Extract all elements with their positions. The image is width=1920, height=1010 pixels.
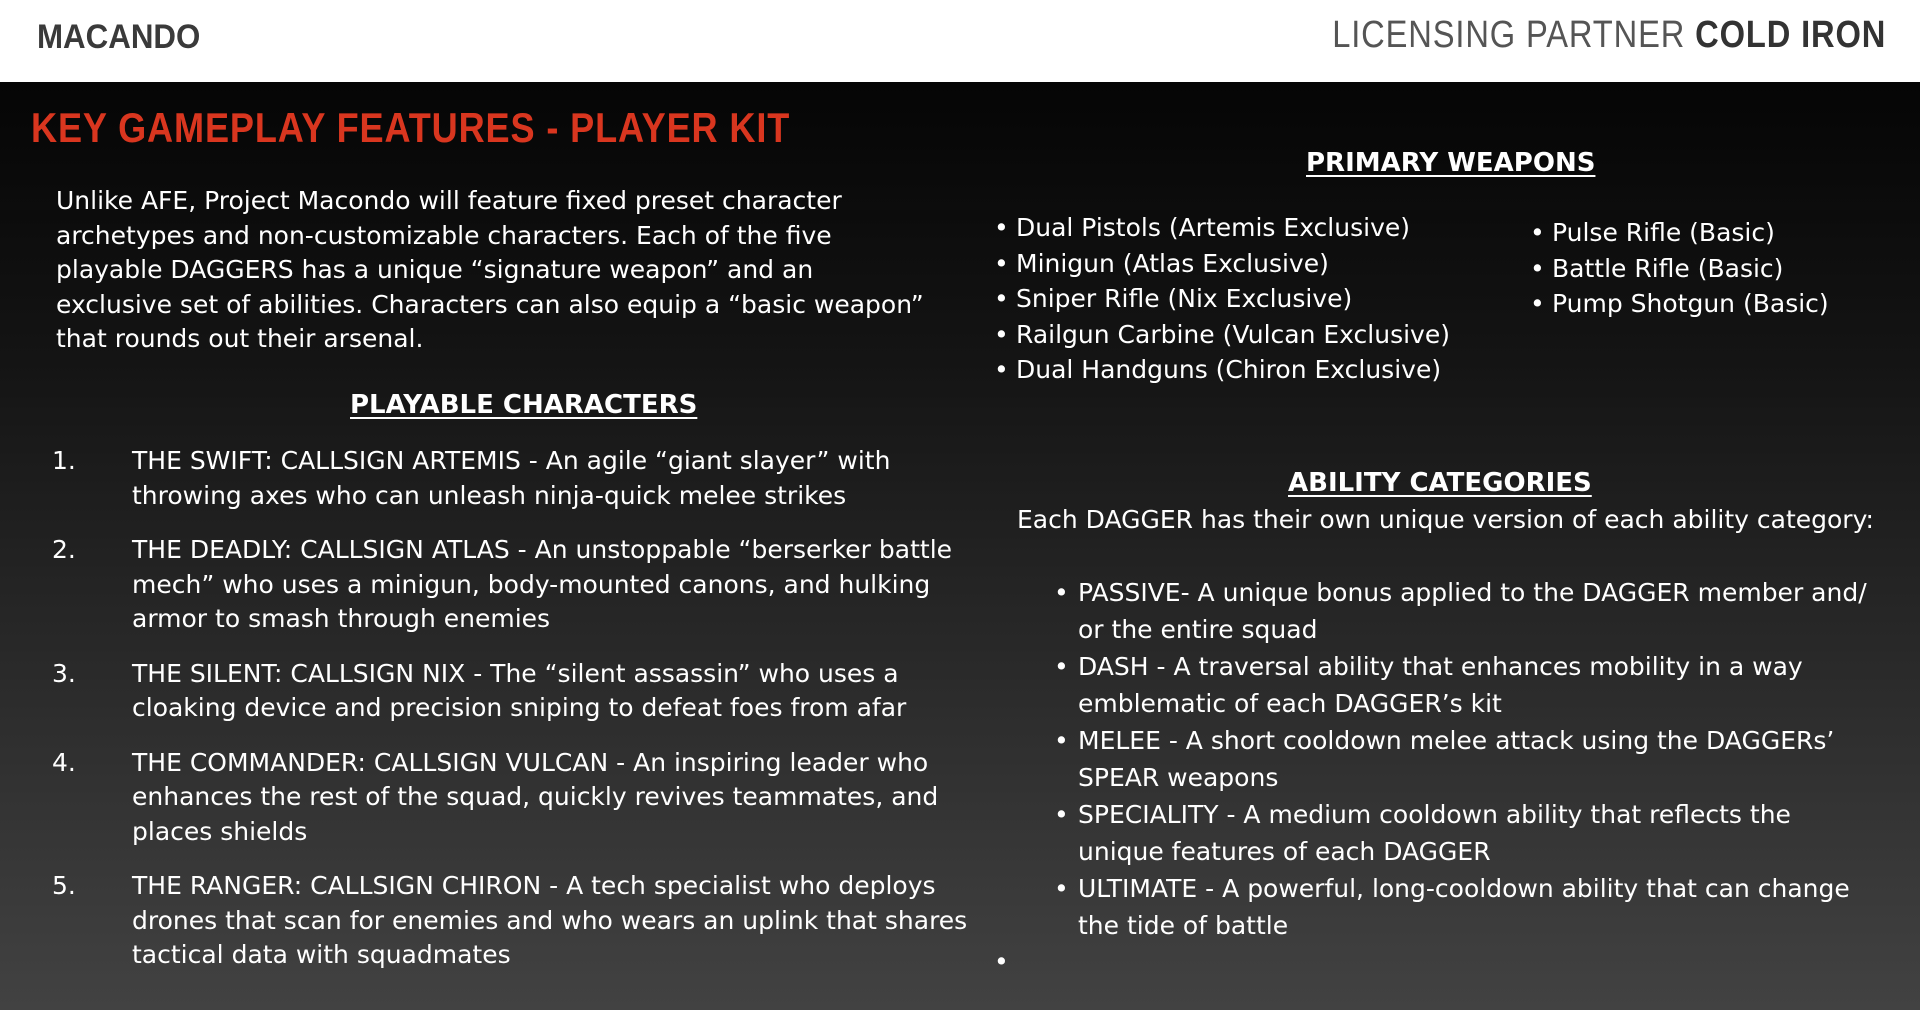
ability-text: DASH - A traversal ability that enhances mobility in a way emblematic of each DAGGER’s kit <box>1078 652 1803 718</box>
weapon-item <box>1530 215 1829 251</box>
ability-text: ULTIMATE - A powerful, long-cooldown ability that can change the tide of battle <box>1078 874 1850 940</box>
character-item <box>52 657 972 726</box>
bullet-dot: • <box>1530 289 1545 318</box>
intro-paragraph: Unlike AFE, Project Macondo will feature fixed preset character archetypes and non-customizable characters. Each of the five playable DAGGERS has a unique “signature weapon” and an exclusive set of abilities. Characters can also equip a “basic weapon” that rounds out their arsenal. <box>56 186 924 353</box>
character-number: 1. <box>52 446 76 475</box>
ability-item <box>1054 574 1874 648</box>
weapon-text: Sniper Rifle (Nix Exclusive) <box>1016 284 1353 313</box>
slide-title: KEY GAMEPLAY FEATURES - PLAYER KIT <box>31 104 791 151</box>
character-text: THE RANGER: CALLSIGN CHIRON - A tech specialist who deploys drones that scan for enemies and who wears an uplink that shares tactical data with squadmates <box>132 871 968 969</box>
ability-text: PASSIVE- A unique bonus applied to the DAGGER member and/ or the entire squad <box>1078 578 1867 644</box>
macondo-logo: MACANDO <box>37 18 201 56</box>
weapon-text: Pulse Rifle (Basic) <box>1552 218 1775 247</box>
slide-body <box>0 82 1920 1010</box>
ability-text: MELEE - A short cooldown melee attack using the DAGGERs’ SPEAR weapons <box>1078 726 1835 792</box>
bullet-dot: • <box>1530 253 1545 283</box>
weapon-item <box>1530 286 1829 322</box>
bullet-dot: • <box>1054 726 1069 755</box>
header-bar <box>0 0 1920 82</box>
character-number: 5. <box>52 871 76 900</box>
bullet-dot: • <box>1054 652 1069 681</box>
partner-brand: COLD IRON <box>1694 14 1886 56</box>
playable-characters-heading: PLAYABLE CHARACTERS <box>350 390 698 420</box>
bullet-dot: • <box>994 284 1009 313</box>
weapon-text: Dual Handguns (Chiron Exclusive) <box>1016 355 1442 384</box>
ability-item <box>1054 648 1874 722</box>
character-text: THE COMMANDER: CALLSIGN VULCAN - An inspiring leader who enhances the rest of the squad, quickly revives teammates, and places shields <box>132 747 939 846</box>
bullet-dot: • <box>994 213 1009 242</box>
bullet-dot: • <box>994 319 1009 349</box>
character-number: 2. <box>52 535 76 564</box>
bullet-dot: • <box>994 248 1009 278</box>
bullet-dot: • <box>1054 578 1069 607</box>
ability-text: SPECIALITY - A medium cooldown ability that reflects the unique features of each DAGGER <box>1078 800 1791 866</box>
weapon-text: Minigun (Atlas Exclusive) <box>1016 248 1329 278</box>
weapon-text: Dual Pistols (Artemis Exclusive) <box>1016 213 1410 242</box>
bullet-dot: • <box>1054 874 1069 903</box>
character-number: 4. <box>52 747 76 777</box>
weapon-item <box>994 281 1450 317</box>
bullet-dot: • <box>994 355 1009 384</box>
character-text: THE SILENT: CALLSIGN NIX - The “silent assassin” who uses a cloaking device and precision sniping to defeat foes from afar <box>132 658 907 722</box>
character-text: THE SWIFT: CALLSIGN ARTEMIS - An agile “giant slayer” with throwing axes who can unleash ninja-quick melee strikes <box>132 446 891 510</box>
weapon-item <box>1530 251 1829 287</box>
character-item <box>52 746 972 850</box>
weapon-text: Battle Rifle (Basic) <box>1552 253 1784 283</box>
weapon-item <box>994 210 1450 246</box>
ability-item <box>1054 870 1874 944</box>
ability-intro: Each DAGGER has their own unique version of each ability category: <box>1017 505 1874 534</box>
ability-item <box>1054 722 1874 796</box>
licensing-partner <box>1332 14 1886 57</box>
exclusive-weapons-list <box>994 210 1450 388</box>
ability-list <box>1054 574 1874 944</box>
weapon-item <box>994 317 1450 353</box>
weapon-item <box>994 246 1450 282</box>
weapon-item <box>994 352 1450 388</box>
bullet-dot: • <box>1530 218 1545 247</box>
empty-bullet: • <box>994 947 1009 976</box>
weapon-text: Railgun Carbine (Vulcan Exclusive) <box>1016 319 1450 349</box>
bullet-dot: • <box>1054 800 1069 829</box>
character-number: 3. <box>52 658 76 688</box>
partner-label: LICENSING PARTNER <box>1331 14 1685 56</box>
character-list <box>52 444 972 993</box>
ability-item <box>1054 796 1874 870</box>
character-text: THE DEADLY: CALLSIGN ATLAS - An unstoppable “berserker battle mech” who uses a minigun, body-mounted canons, and hulking armor to smash through enemies <box>132 535 953 633</box>
primary-weapons-heading: PRIMARY WEAPONS <box>1306 148 1596 178</box>
character-item <box>52 869 972 973</box>
basic-weapons-list <box>1530 215 1829 322</box>
ability-categories-heading: ABILITY CATEGORIES <box>1288 468 1592 498</box>
character-item <box>52 444 972 513</box>
character-item <box>52 533 972 637</box>
weapon-text: Pump Shotgun (Basic) <box>1552 289 1829 318</box>
